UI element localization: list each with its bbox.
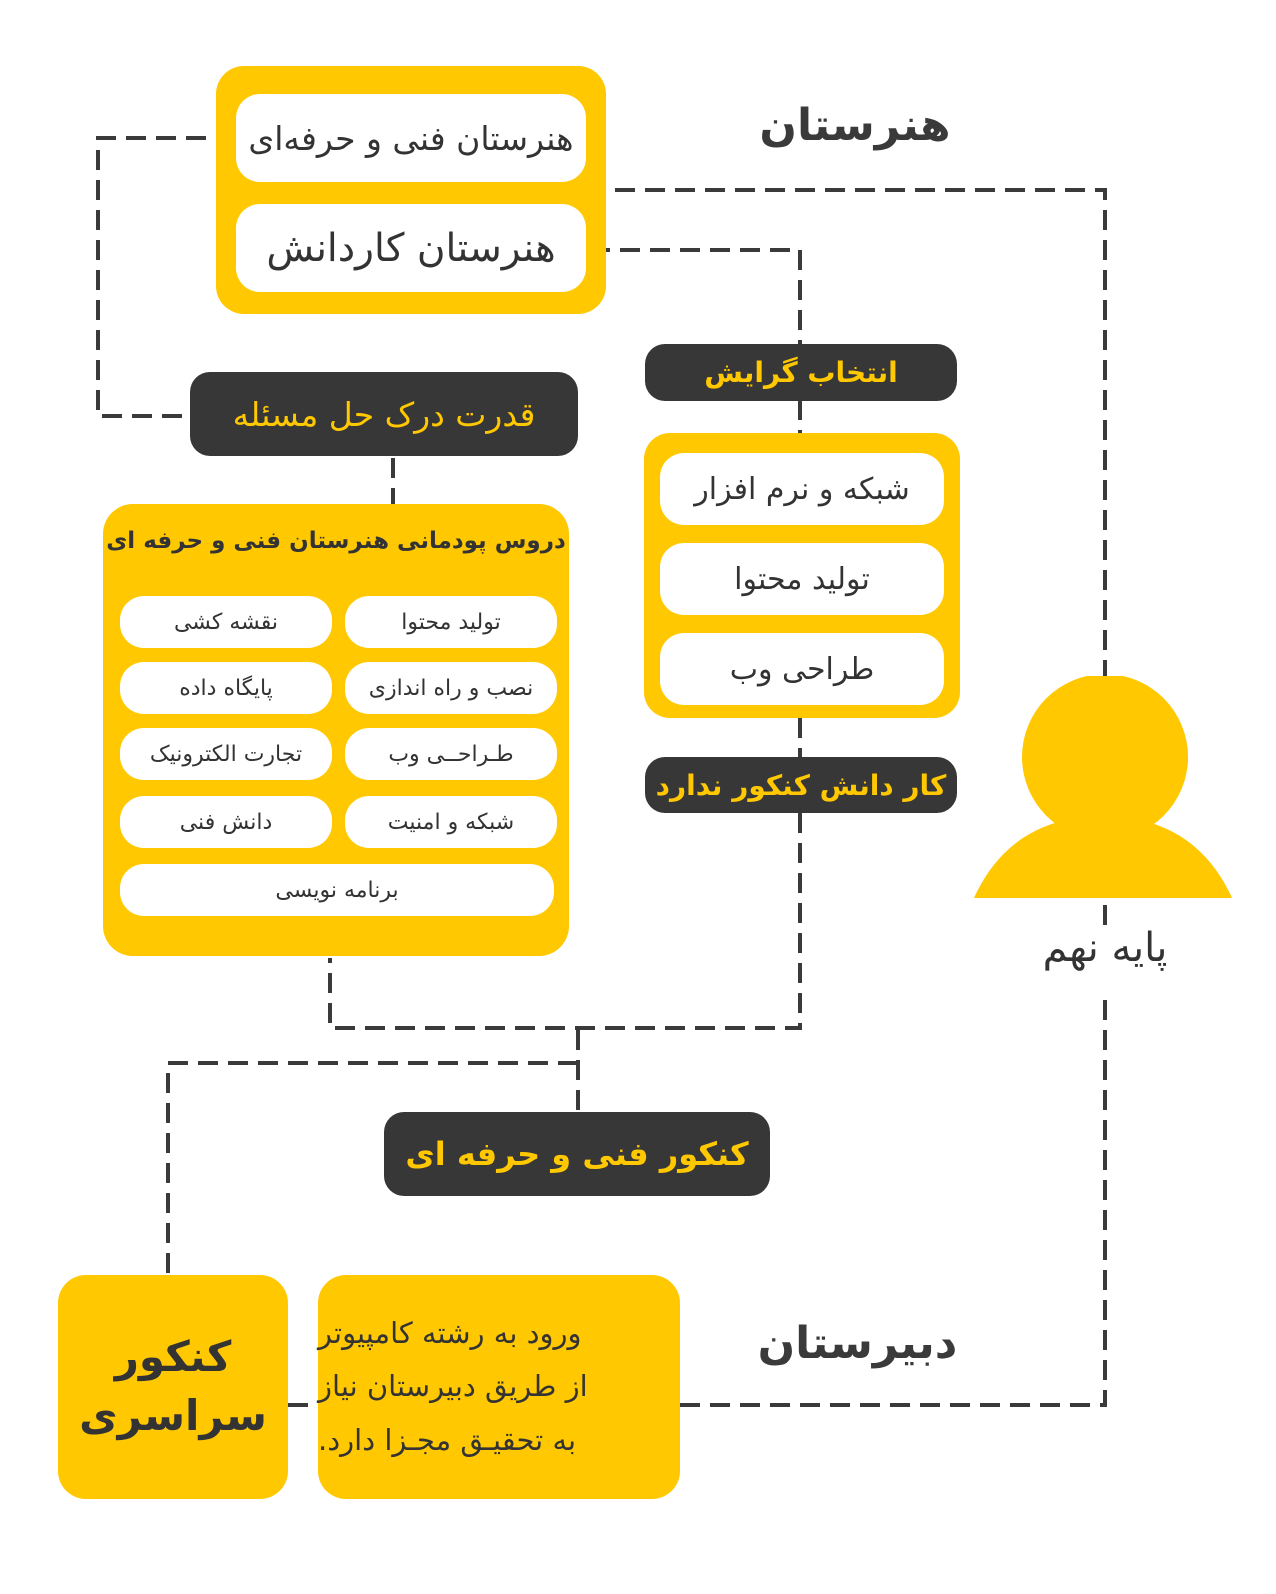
school-type-kardanesh[interactable]: هنرستان کاردانش — [236, 204, 586, 292]
computer-entry-note-line-1: ورود به رشته کامپیوتر — [318, 1315, 582, 1350]
course-e-commerce[interactable]: تجارت الکترونیک — [120, 728, 332, 780]
branch-option-network-software[interactable]: شبکه و نرم افزار — [660, 453, 944, 525]
student-person-icon — [972, 676, 1234, 898]
paye-nohom-label: پایه نهم — [1042, 925, 1168, 971]
dabirestan-heading: دبیرستان — [757, 1318, 958, 1369]
course-drafting[interactable]: نقشه کشی — [120, 596, 332, 648]
honarestan-heading: هنرستان — [759, 100, 951, 151]
computer-entry-note-box — [318, 1275, 680, 1499]
national-konkur-box — [58, 1275, 288, 1499]
computer-entry-note-line-2: از طریق دبیرستان نیاز — [318, 1369, 588, 1404]
course-content-production[interactable]: تولید محتوا — [345, 596, 557, 648]
course-network-security[interactable]: شبکه و امنیت — [345, 796, 557, 848]
computer-entry-note-line-3: به تحقیـق مجـزا دارد. — [318, 1422, 577, 1457]
branch-option-content-production[interactable]: تولید محتوا — [660, 543, 944, 615]
national-konkur-line-2: سراسری — [79, 1391, 267, 1440]
branch-select-title: انتخاب گرایش — [645, 344, 957, 401]
technical-konkur-label: کنکور فنی و حرفه ای — [384, 1112, 770, 1196]
course-web-design[interactable]: طـراحــی وب — [345, 728, 557, 780]
course-technical-knowledge[interactable]: دانش فنی — [120, 796, 332, 848]
branch-option-web-design[interactable]: طراحی وب — [660, 633, 944, 705]
national-konkur-line-1: کنکور — [114, 1332, 232, 1382]
modular-courses-title: دروس پودمانی هنرستان فنی و حرفه ای — [106, 528, 566, 554]
course-database[interactable]: پایگاه داده — [120, 662, 332, 714]
problem-solving-label: قدرت درک حل مسئله — [190, 372, 578, 456]
school-type-fanni-herfei[interactable]: هنرستان فنی و حرفه‌ای — [236, 94, 586, 182]
kardanesh-no-konkur-label: کار دانش کنکور ندارد — [645, 757, 957, 813]
course-programming[interactable]: برنامه نویسی — [120, 864, 554, 916]
branch-options-box — [644, 433, 960, 718]
modular-courses-box — [103, 504, 569, 956]
school-types-box — [216, 66, 606, 314]
course-installation-setup[interactable]: نصب و راه اندازی — [345, 662, 557, 714]
